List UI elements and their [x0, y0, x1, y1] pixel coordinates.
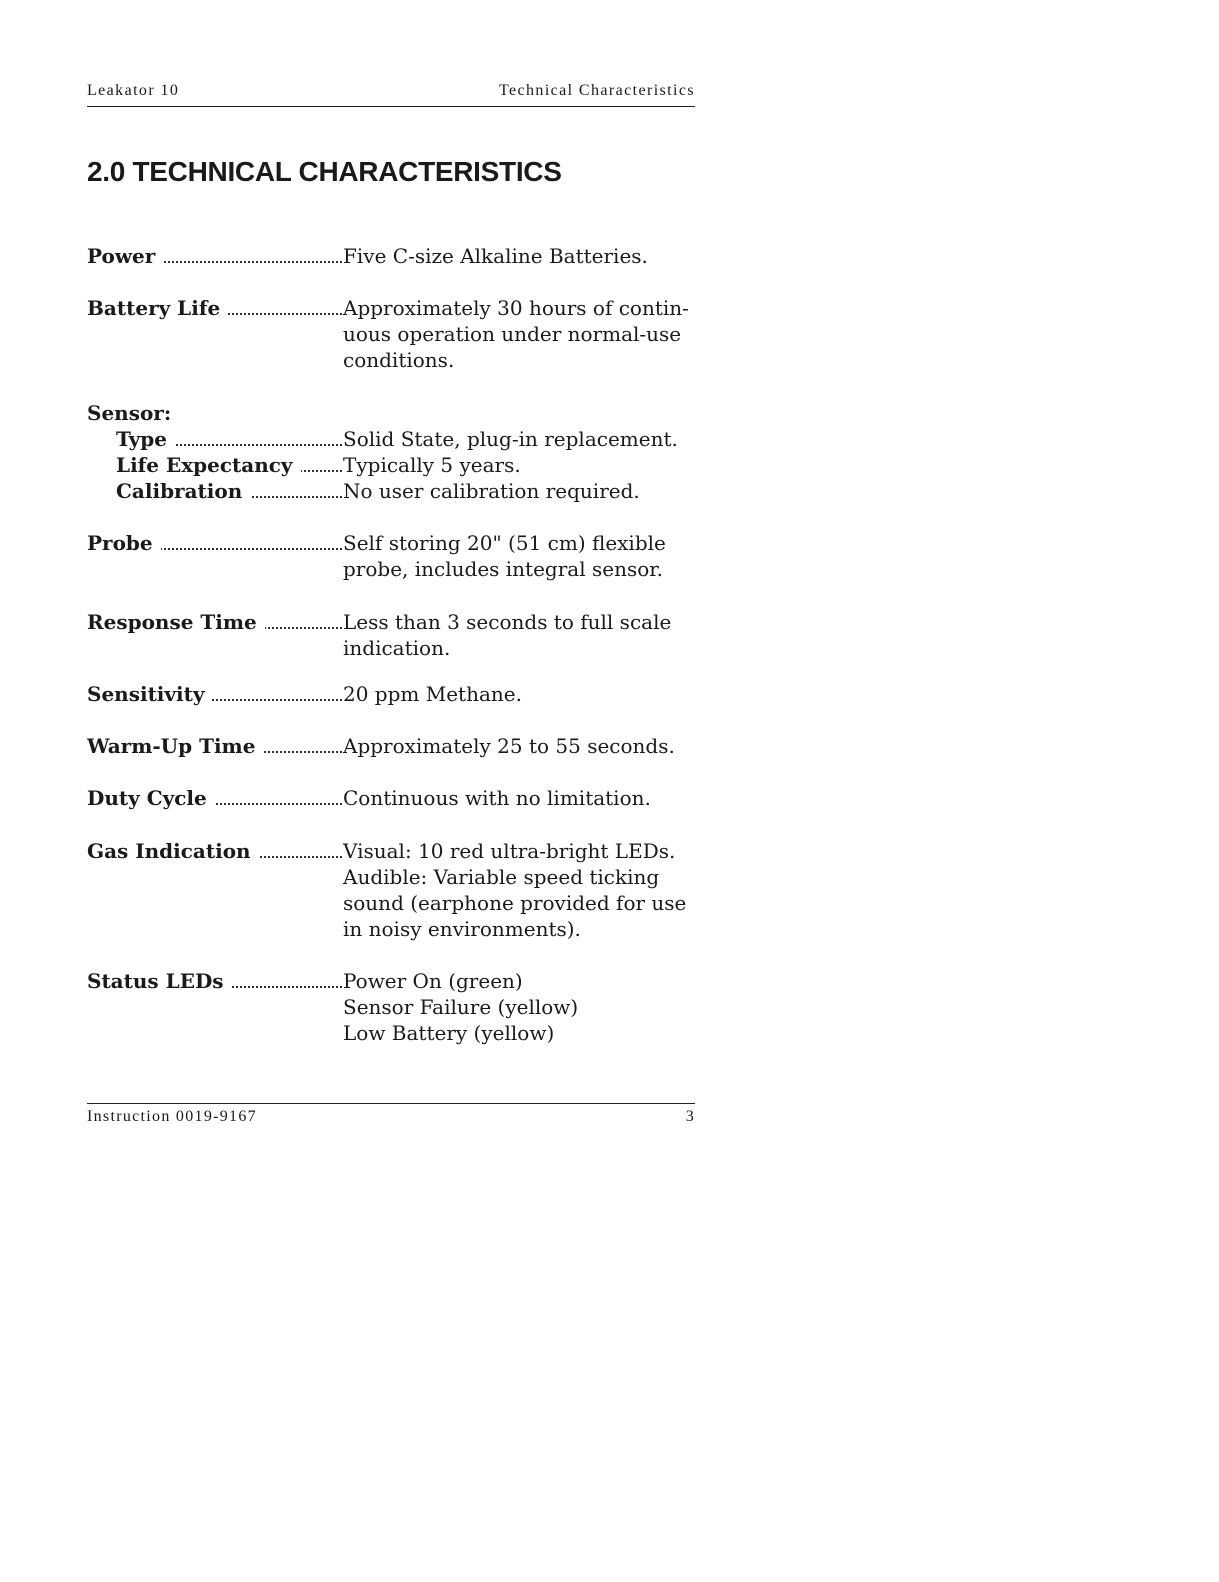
spec-value-line: probe, includes integral sensor. — [343, 557, 663, 581]
spec-term: Duty Cycle — [87, 786, 215, 810]
spec-value — [343, 733, 693, 759]
spec-term: Warm-Up Time — [87, 734, 263, 758]
spec-value-line: indication. — [343, 636, 451, 660]
spec-label — [87, 295, 342, 321]
section-title: 2.0 TECHNICAL CHARACTERISTICS — [87, 156, 562, 187]
header-document-name: Leakator 10 — [87, 82, 180, 99]
spec-term: Status LEDs — [87, 969, 232, 993]
spec-value — [343, 838, 693, 942]
spec-label — [87, 785, 342, 811]
spec-label — [87, 681, 342, 707]
spec-label — [87, 838, 342, 864]
spec-value — [343, 785, 693, 811]
running-header — [87, 80, 695, 107]
spec-value-line: Typically 5 years. — [343, 453, 521, 477]
spec-value-line: Approximately 30 hours of contin- — [343, 296, 689, 320]
spec-value-line: Audible: Variable speed ticking — [343, 865, 660, 889]
spec-term: Probe — [87, 531, 161, 555]
spec-value-line: conditions. — [343, 348, 455, 372]
spec-label — [87, 733, 342, 759]
spec-value-line: Visual: 10 red ultra-bright LEDs. — [343, 839, 676, 863]
running-footer — [87, 1103, 695, 1125]
spec-label — [87, 452, 342, 478]
spec-value-line: in noisy environments). — [343, 917, 581, 941]
spec-value — [343, 426, 693, 452]
spec-value — [343, 243, 693, 269]
spec-value-line: sound (earphone provided for use — [343, 891, 687, 915]
spec-label — [87, 478, 342, 504]
header-section-name: Technical Characteristics — [498, 82, 695, 99]
spec-term: Type — [87, 427, 175, 451]
sensor-heading: Sensor: — [87, 401, 172, 425]
spec-value-line: No user calibration required. — [343, 479, 640, 503]
spec-term: Power — [87, 244, 163, 268]
spec-label — [87, 530, 342, 556]
spec-term: Gas Indication — [87, 839, 259, 863]
spec-term: Response Time — [87, 610, 265, 634]
spec-label — [87, 968, 342, 994]
spec-value — [343, 968, 693, 1046]
footer-page-number: 3 — [685, 1108, 695, 1125]
spec-label — [87, 426, 342, 452]
spec-value-line: Less than 3 seconds to full scale — [343, 610, 672, 634]
spec-value — [343, 452, 693, 478]
spec-value — [343, 295, 693, 373]
spec-value — [343, 530, 693, 582]
spec-label — [87, 609, 342, 635]
spec-value-line: Self storing 20" (51 cm) flexible — [343, 531, 666, 555]
footer-instruction-number: Instruction 0019-9167 — [87, 1108, 257, 1125]
spec-term: Calibration — [87, 479, 250, 503]
spec-value-line: Approximately 25 to 55 seconds. — [343, 734, 675, 758]
spec-value-line: Low Battery (yellow) — [343, 1021, 555, 1045]
spec-value-line: Sensor Failure (yellow) — [343, 995, 579, 1019]
spec-value-line: Five C-size Alkaline Batteries. — [343, 244, 648, 268]
spec-term: Sensitivity — [87, 682, 212, 706]
spec-value-line: Continuous with no limitation. — [343, 786, 651, 810]
spec-value-line: Power On (green) — [343, 969, 523, 993]
spec-value-line: uous operation under normal-use — [343, 322, 682, 346]
spec-value — [343, 609, 693, 661]
spec-value-line: Solid State, plug-in replacement. — [343, 427, 678, 451]
spec-term: Life Expectancy — [87, 453, 301, 477]
spec-value — [343, 478, 693, 504]
spec-value — [343, 681, 693, 707]
spec-label — [87, 243, 342, 269]
spec-term: Battery Life — [87, 296, 228, 320]
spec-value-line: 20 ppm Methane. — [343, 682, 522, 706]
